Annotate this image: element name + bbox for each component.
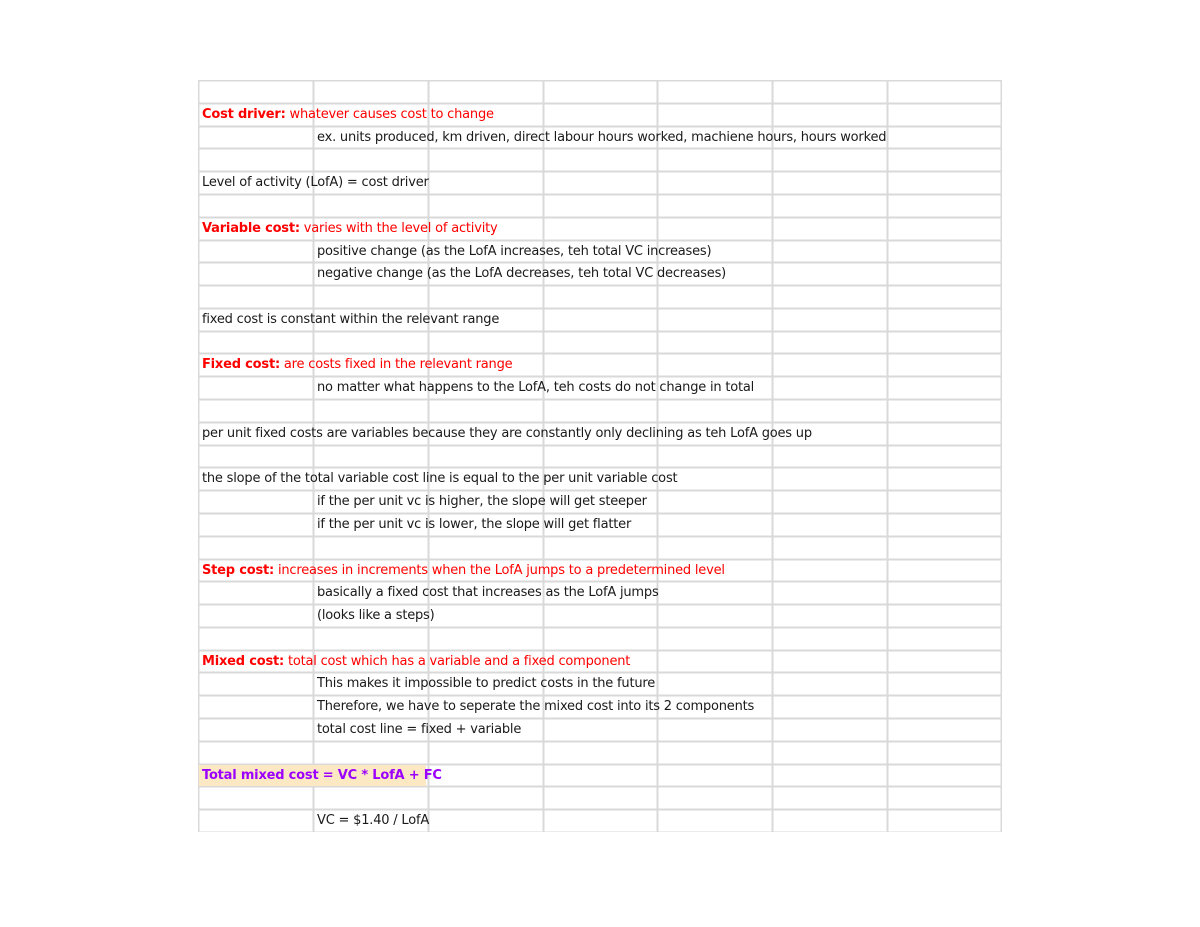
sheet-row <box>198 559 1002 582</box>
sheet-row <box>198 536 1002 559</box>
cell-text <box>202 217 498 240</box>
sheet-row <box>198 422 1002 445</box>
cell-text <box>202 764 442 787</box>
sheet-row <box>198 627 1002 650</box>
text-run: varies with the level of activity <box>299 220 498 236</box>
sheet-row <box>198 240 1002 263</box>
sheet-row <box>198 467 1002 490</box>
text-run: total cost line = fixed + variable <box>317 722 522 738</box>
sheet-row <box>198 171 1002 194</box>
text-run: fixed cost is constant within the relevant range <box>202 311 500 327</box>
cell-text <box>317 376 754 399</box>
text-run: per unit fixed costs are variables because they are constantly only declining as teh LofA goes up <box>202 425 812 441</box>
cell-text <box>317 262 726 285</box>
text-run: Fixed cost: <box>202 357 280 373</box>
sheet-row <box>198 513 1002 536</box>
cell-text <box>317 513 631 536</box>
sheet-row <box>198 126 1002 149</box>
text-run: Variable cost: <box>202 220 300 236</box>
sheet-row <box>198 331 1002 354</box>
cell-text <box>202 467 677 490</box>
text-run: This makes it impossible to predict costs in the future <box>317 676 656 692</box>
text-run: no matter what happens to the LofA, teh costs do not change in total <box>317 380 755 396</box>
text-run: total cost which has a variable and a fixed component <box>284 653 631 669</box>
text-run: ex. units produced, km driven, direct labour hours worked, machiene hours, hours worked <box>317 129 887 145</box>
cell-text <box>202 103 494 126</box>
cell-text <box>317 672 655 695</box>
cell-text <box>317 695 754 718</box>
sheet-row <box>198 148 1002 171</box>
sheet-row <box>198 217 1002 240</box>
sheet-row <box>198 695 1002 718</box>
text-run: Level of activity (LofA) = cost driver <box>202 175 429 191</box>
sheet-row <box>198 786 1002 809</box>
text-run: whatever causes cost to change <box>285 106 494 122</box>
sheet-row <box>198 262 1002 285</box>
cell-text <box>202 650 630 673</box>
sheet-row <box>198 809 1002 832</box>
cell-text <box>202 171 429 194</box>
cell-text <box>202 559 725 582</box>
cell-text <box>317 809 429 832</box>
text-run: Cost driver: <box>202 106 286 122</box>
text-run: the slope of the total variable cost line is equal to the per unit variable cost <box>202 471 678 487</box>
sheet-row <box>198 718 1002 741</box>
cell-text <box>317 490 647 513</box>
cell-text <box>317 581 659 604</box>
text-run: (looks like a steps) <box>317 608 435 624</box>
sheet-row <box>198 741 1002 764</box>
cell-text <box>202 308 499 331</box>
sheet-row <box>198 445 1002 468</box>
text-run: Therefore, we have to seperate the mixed cost into its 2 components <box>317 699 755 715</box>
cell-text <box>317 126 886 149</box>
text-run: VC = $1.40 / LofA <box>317 813 430 829</box>
sheet-row <box>198 308 1002 331</box>
text-run: if the per unit vc is higher, the slope will get steeper <box>317 494 647 510</box>
spreadsheet-sheet <box>198 80 1002 832</box>
sheet-row <box>198 650 1002 673</box>
text-run: positive change (as the LofA increases, teh total VC increases) <box>317 243 712 259</box>
text-run: if the per unit vc is lower, the slope will get flatter <box>317 516 632 532</box>
sheet-row <box>198 353 1002 376</box>
sheet-row <box>198 672 1002 695</box>
sheet-row <box>198 399 1002 422</box>
sheet-row <box>198 581 1002 604</box>
text-run: basically a fixed cost that increases as the LofA jumps <box>317 585 659 601</box>
cell-text <box>317 604 435 627</box>
sheet-row <box>198 604 1002 627</box>
sheet-row <box>198 80 1002 103</box>
text-run: increases in increments when the LofA jumps to a predetermined level <box>274 562 725 578</box>
cell-text <box>202 353 512 376</box>
text-run: Total mixed cost = VC * LofA + FC <box>202 767 442 783</box>
sheet-row <box>198 376 1002 399</box>
text-run: Step cost: <box>202 562 275 578</box>
sheet-row <box>198 285 1002 308</box>
text-run: Mixed cost: <box>202 653 285 669</box>
cell-text <box>317 718 521 741</box>
sheet-row <box>198 490 1002 513</box>
sheet-row <box>198 764 1002 787</box>
cell-text <box>317 240 711 263</box>
cell-text <box>202 422 812 445</box>
text-run: negative change (as the LofA decreases, teh total VC decreases) <box>317 266 727 282</box>
sheet-row <box>198 103 1002 126</box>
sheet-row <box>198 194 1002 217</box>
text-run: are costs fixed in the relevant range <box>279 357 513 373</box>
